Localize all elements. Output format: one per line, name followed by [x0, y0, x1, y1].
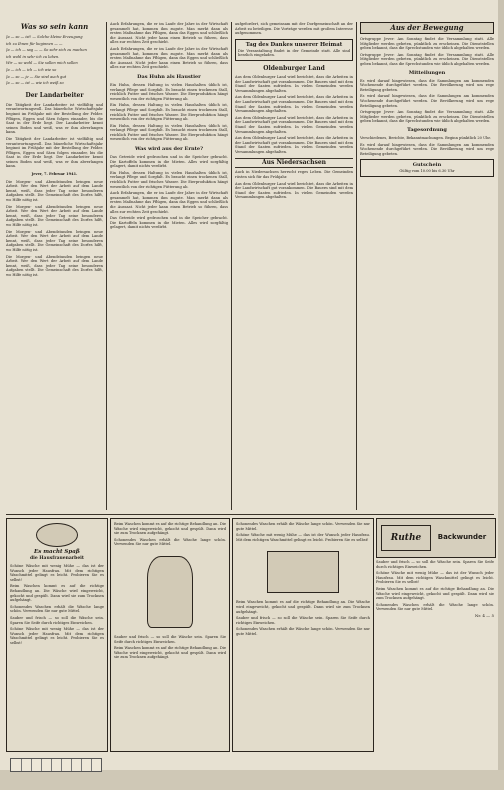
- highlight-box: [235, 39, 353, 61]
- article-text: Auch Erfahrungen, die er im Laufe der Jahre in der Wirtschaft gesammelt hat, kommen ihm zugute. Man merkt dann als ersten Maßnahme das Pflügen, dann das Eggen und schließlich die Aussaat. Nicht jeder kann einen Betrieb so führen, dass alles zur rechten Zeit geschieht.: [110, 22, 228, 45]
- article-text: Ortsgruppe Jever: Am Sonntag findet die Versammlung statt. Alle Mitglieder werden gebeten, pünktlich zu erscheinen. Die Dienststellen geben bekannt, dass die Sprechstunden wie üblich abgehalten werden.: [360, 110, 494, 124]
- section-text: Aus dem Oldenburger Land wird berichtet, dass die Arbeiten in der Landwirtschaft gut vorankommen. Die Bauern sind mit dem Stand der Saaten zufrieden. In vielen Gemeinden werden Versammlungen abgehalten.: [235, 74, 353, 93]
- scale-tick: [81, 759, 82, 771]
- ad-body: Sauber und frisch — so soll die Wäsche sein. Sparen Sie Seife durch richtiges Einweichen.: [236, 616, 370, 625]
- column-4: [360, 22, 494, 510]
- ad-body: Beim Waschen kommt es auf die richtige Behandlung an. Die Wäsche wird eingeweicht, gekocht und gespült. Dann wird sie zum Trocknen aufgehängt.: [114, 646, 226, 660]
- ad-text: [111, 632, 229, 665]
- article-head: Das Huhn als Haustier: [137, 73, 201, 80]
- scale-tick: [31, 759, 32, 771]
- news-text: Die Morgen- und Abendstunden bringen neue Arbeit. Wer den Wert der Arbeit auf dem Lande kennt, weiß, dass jeder Tag seine besonderen Aufgaben stellt. Die Gemeinschaft des Dorfes hilft, wo Hilfe nötig ist.: [6, 204, 103, 227]
- section-text: Aus dem Oldenburger Land wird berichtet, dass die Arbeiten in der Landwirtschaft gut vorankommen. Die Bauern sind mit dem Stand der Saaten zufrieden. In vielen Gemeinden werden Versammlungen abgehalten.: [235, 115, 353, 134]
- column-rule: [356, 22, 357, 510]
- article-text: Ortsgruppe Jever: Am Sonntag findet die Versammlung statt. Alle Mitglieder werden gebeten, pünktlich zu erscheinen. Die Dienststellen geben bekannt, dass die Sprechstunden wie üblich abgehalten werden.: [360, 52, 494, 66]
- article-text: Verschiedenes, Berichte, Bekanntmachungen. Beginn pünktlich 20 Uhr.: [360, 135, 491, 140]
- ad-body: Sauber und frisch — so soll die Wäsche sein. Sparen Sie Seife durch richtiges Einweichen.: [114, 634, 226, 644]
- ad-body: Schonendes Waschen erhält die Wäsche lange schön. Verwenden Sie nur gute Mittel.: [236, 627, 370, 636]
- section-divider: [6, 514, 494, 515]
- scale-tick: [61, 759, 62, 771]
- poem-line: Ja — so — ist! — Solche kleine Erzeugung: [6, 35, 83, 39]
- article-text: Das Getreide wird gedroschen und in die Speicher gebracht. Die Kartoffeln kommen in die Mieten. Alles wird sorgfältig gelagert, damit nichts verdirbt.: [110, 155, 228, 169]
- highlight-box-text: Die Veranstaltung findet in der Gemeinde statt. Alle sind herzlich eingeladen.: [238, 48, 350, 58]
- highlight-box-title: Tag des Dankes unserer Heimat: [245, 41, 343, 48]
- advertisement-1: [6, 518, 108, 752]
- scale-tick: [41, 759, 42, 771]
- folio: Nr. 4 — 5: [474, 612, 494, 618]
- news-text: Die Morgen- und Abendstunden bringen neue Arbeit. Wer den Wert der Arbeit auf dem Lande kennt, weiß, dass jeder Tag seine besonderen Aufgaben stellt. Die Gemeinschaft des Dorfes hilft, wo Hilfe nötig ist.: [6, 179, 103, 203]
- poem-title: Was so sein kann: [20, 22, 89, 31]
- notice-text: Gültig vom 10.00 bis 6.30 Uhr: [399, 169, 455, 174]
- ad-illustration: [36, 523, 78, 547]
- article-text: Ein Huhn, dessen Haltung in vielen Haushalten üblich ist, verlangt Pflege und Sorgfalt. Es braucht einen trockenen Stall, reichlich Futter und frisches Wasser. Die Eierproduktion hängt wesentlich von der richtigen Fütterung ab.: [110, 123, 228, 142]
- article-head: Tagesordnung: [407, 126, 447, 133]
- poem-line: Wir — so wohl — Sie sollen mich sollen: [6, 61, 78, 66]
- ad-body: Beim Waschen kommt es auf die richtige Behandlung an. Die Wäsche wird eingeweicht, gekocht und gespült. Dann wird sie zum Trocknen aufgehängt.: [236, 600, 370, 614]
- article-text: Es wird darauf hingewiesen, dass die Sammlungen am kommenden Wochenende durchgeführt werden. Die Bevölkerung wird um rege Beteiligung gebeten.: [360, 142, 494, 156]
- scale-tick: [91, 759, 92, 771]
- column-header-box: [360, 22, 494, 34]
- ad-body: Schöne Wäsche mit wenig Mühe — das ist der Wunsch jeder Hausfrau. Mit dem richtigen Waschmittel gelingt es leicht. Probieren Sie es selbst!: [10, 627, 104, 645]
- advertisement-2: [110, 518, 230, 752]
- article-text: Es wird darauf hingewiesen, dass die Sammlungen am kommenden Wochenende durchgeführt werden. Die Bevölkerung wird um rege Beteiligung gebeten.: [360, 78, 494, 92]
- ad-body: Beim Waschen kommt es auf die richtige Behandlung an. Die Wäsche wird eingeweicht, gekocht und gespült. Dann wird sie zum Trocknen aufgehängt.: [376, 586, 494, 601]
- column-2: [110, 22, 228, 510]
- article-text: Ein Huhn, dessen Haltung in vielen Haushalten üblich ist, verlangt Pflege und Sorgfalt. Es braucht einen trockenen Stall, reichlich Futter und frisches Wasser. Die Eierproduktion hängt wesentlich von der richtigen Fütterung ab.: [110, 170, 228, 189]
- poem-line: ich zu Ihnen für beginnen — —: [6, 41, 63, 46]
- ad-body: Schöne Wäsche mit wenig Mühe — das ist der Wunsch jeder Hausfrau. Mit dem richtigen Waschmittel gelingt es leicht. Probieren Sie es selbst!: [376, 571, 494, 585]
- poem-line: Ja — so — je — Sie sind auch gut: [6, 74, 67, 79]
- article-text: Ein Huhn, dessen Haltung in vielen Haushalten üblich ist, verlangt Pflege und Sorgfalt. Es braucht einen trockenen Stall, reichlich Futter und frisches Wasser. Die Eierproduktion hängt wesentlich von der richtigen Fütterung ab.: [110, 82, 228, 101]
- ad-body: Schöne Wäsche mit wenig Mühe — das ist der Wunsch jeder Hausfrau. Mit dem richtigen Waschmittel gelingt es leicht. Probieren Sie es selbst!: [236, 533, 370, 542]
- ad-body: Sauber und frisch — so soll die Wäsche sein. Sparen Sie Seife durch richtiges Einweichen.: [376, 560, 494, 569]
- poem-line: Ja — so — ist — wie ich weiß so: [6, 81, 64, 86]
- scan-border: [0, 770, 504, 790]
- article-text: Es wird darauf hingewiesen, dass die Sammlungen am kommenden Wochenende durchgeführt werden. Die Bevölkerung wird um rege Beteiligung gebeten.: [360, 94, 494, 108]
- news-text: Die Morgen- und Abendstunden bringen neue Arbeit. Wer den Wert der Arbeit auf dem Lande kennt, weiß, dass jeder Tag seine besonderen Aufgaben stellt. Die Gemeinschaft des Dorfes hilft, wo Hilfe nötig ist.: [6, 254, 103, 277]
- scan-scale-bar: [10, 758, 102, 772]
- column-rule: [106, 22, 107, 510]
- section-text: Aus dem Oldenburger Land wird berichtet, dass die Arbeiten in der Landwirtschaft gut vorankommen. Die Bauern sind mit dem Stand der Saaten zufrieden. In vielen Gemeinden werden Versammlungen abgehalten.: [235, 95, 353, 114]
- ad-body: Schöne Wäsche mit wenig Mühe — das ist der Wunsch jeder Hausfrau. Mit dem richtigen Waschmittel gelingt es leicht. Probieren Sie es selbst!: [10, 564, 104, 582]
- notice-box: [360, 159, 494, 177]
- section-head: Der Landarbeiter: [25, 91, 84, 99]
- page-edge: [498, 0, 504, 790]
- ad-text: [7, 562, 107, 650]
- article-text: aufgefordert, sich gemeinsam mit der Dorfgemeinschaft an der Arbeit zu beteiligen. Die Vorträge werden mit großem Interesse aufgenommen.: [235, 22, 353, 36]
- section-text: Aus dem Oldenburger Land wird berichtet, dass die Arbeiten in der Landwirtschaft gut vorankommen. Die Bauern sind mit dem Stand der Saaten zufrieden. In vielen Gemeinden werden Versammlungen abgehalten.: [235, 181, 353, 200]
- brand-advertisement: [376, 518, 496, 558]
- column-3: [235, 22, 353, 510]
- ad-illustration: [147, 556, 193, 628]
- article-text: Ein Huhn, dessen Haltung in vielen Haushalten üblich ist, verlangt Pflege und Sorgfalt. Es braucht einen trockenen Stall, reichlich Futter und frisches Wasser. Die Eierproduktion hängt wesentlich von der richtigen Fütterung ab.: [110, 103, 228, 122]
- article-head: Mitteilungen: [408, 69, 446, 76]
- article-text: Auch Erfahrungen, die er im Laufe der Jahre in der Wirtschaft gesammelt hat, kommen ihm zugute. Man merkt dann als ersten Maßnahme das Pflügen, dann das Eggen und schließlich die Aussaat. Nicht jeder kann einen Betrieb so führen, dass alles zur rechten Zeit geschieht.: [110, 46, 228, 70]
- ad-subtitle: die Hausfrauenarbeit: [30, 556, 84, 561]
- article-text: Auch Erfahrungen, die er im Laufe der Jahre in der Wirtschaft gesammelt hat, kommen ihm zugute. Man merkt dann als ersten Maßnahme das Pflügen, dann das Eggen und schließlich die Aussaat. Nicht jeder kann einen Betrieb so führen, dass alles zur rechten Zeit geschieht.: [110, 191, 228, 214]
- column-header-title: Aus der Bewegung: [390, 23, 464, 32]
- section-text: Auch in Niedersachsen herrscht reges Leben. Die Gemeinden rüsten sich für das Frühjahr.: [235, 170, 353, 180]
- article-text: Das Getreide wird gedroschen und in die Speicher gebracht. Die Kartoffeln kommen in die Mieten. Alles wird sorgfältig gelagert, damit nichts verdirbt.: [110, 216, 228, 230]
- dateline: Jever, 7. Februar 1941.: [31, 172, 78, 177]
- brand-name: Backwunder: [437, 533, 487, 541]
- scale-tick: [71, 759, 72, 771]
- poem-line: Ja — ich — ich — ich wie so: [6, 67, 57, 72]
- ad-body: Schonendes Waschen erhält die Wäsche lange schön. Verwenden Sie nur gute Mittel.: [10, 604, 104, 614]
- ad-body: Schonendes Waschen erhält die Wäsche lange schön. Verwenden Sie nur gute Mittel.: [236, 522, 370, 531]
- section-text: Die Tätigkeit der Landarbeiter ist vielfältig und verantwortungsvoll. Das bäuerliche Wirtschaftsjahr beginnt im Frühjahr mit der Bestellung der Felder. Pflügen, Eggen und Säen folgen einander, bis die Saat in der Erde liegt. Der Landarbeiter kennt seinen Boden und weiß, was er ihm abverlangen kann.: [6, 136, 103, 169]
- notice-title: Gutschein: [412, 162, 442, 169]
- ad-illustration: [267, 551, 339, 593]
- brand-logo: Ruthe: [381, 525, 431, 551]
- ad-body: Sauber und frisch — so soll die Wäsche sein. Sparen Sie Seife durch richtiges Einweichen.: [10, 615, 104, 625]
- article-head: Was wird aus der Ernte?: [134, 146, 204, 153]
- ad-title: Es macht Spaß: [34, 549, 80, 555]
- news-text: Die Morgen- und Abendstunden bringen neue Arbeit. Wer den Wert der Arbeit auf dem Lande kennt, weiß, dass jeder Tag seine besonderen Aufgaben stellt. Die Gemeinschaft des Dorfes hilft, wo Hilfe nötig ist.: [6, 229, 103, 252]
- article-text: Ortsgruppe Jever: Am Sonntag findet die Versammlung statt. Alle Mitglieder werden gebeten, pünktlich zu erscheinen. Die Dienststellen geben bekannt, dass die Sprechstunden wie üblich abgehalten werden.: [360, 37, 494, 51]
- ad-text: [233, 519, 373, 547]
- ad-text: [111, 519, 229, 552]
- poem-line: ich wohl in sehr ich zu leben.: [6, 54, 60, 59]
- column-rule: [231, 22, 232, 510]
- column-bottom-right: [376, 560, 494, 750]
- ad-body: Beim Waschen kommt es auf die richtige Behandlung an. Die Wäsche wird eingeweicht, gekocht und gespült. Dann wird sie zum Trocknen aufgehängt.: [10, 584, 104, 603]
- column-1: [6, 22, 103, 510]
- section-head: Aus Niedersachsen: [235, 158, 353, 168]
- scale-tick: [21, 759, 22, 771]
- section-text: Aus dem Oldenburger Land wird berichtet, dass die Arbeiten in der Landwirtschaft gut vorankommen. Die Bauern sind mit dem Stand der Saaten zufrieden. In vielen Gemeinden werden Versammlungen abgehalten.: [235, 136, 353, 154]
- poem-lines: [6, 35, 103, 86]
- advertisement-3: [232, 518, 374, 752]
- section-text: Die Tätigkeit der Landarbeiter ist vielfältig und verantwortungsvoll. Das bäuerliche Wirtschaftsjahr beginnt im Frühjahr mit der Bestellung der Felder. Pflügen, Eggen und Säen folgen einander, bis die Saat in der Erde liegt. Der Landarbeiter kennt seinen Boden und weiß, was er ihm abverlangen kann.: [6, 102, 103, 135]
- scale-tick: [51, 759, 52, 771]
- ad-body: Schonendes Waschen erhält die Wäsche lange schön. Verwenden Sie nur gute Mittel.: [114, 537, 226, 547]
- ad-body: Schonendes Waschen erhält die Wäsche lange schön. Verwenden Sie nur gute Mittel.: [376, 602, 494, 612]
- ad-text: [233, 597, 373, 641]
- section-head: Oldenburger Land: [263, 64, 325, 72]
- ad-body: Beim Waschen kommt es auf die richtige Behandlung an. Die Wäsche wird eingeweicht, gekocht und gespült. Dann wird sie zum Trocknen aufgehängt.: [114, 522, 226, 536]
- poem-line: Ja — ich — sag — — So sehr sich zu machen: [6, 48, 87, 53]
